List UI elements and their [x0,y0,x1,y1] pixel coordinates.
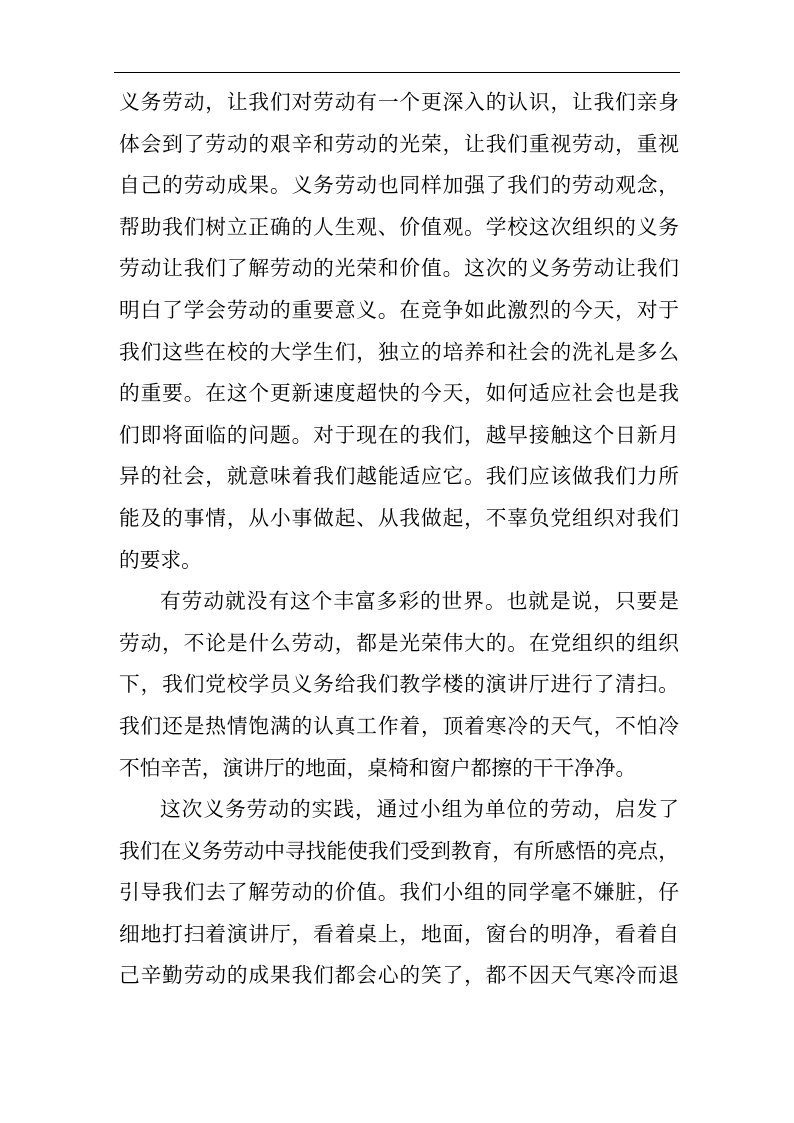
text-line: 义务劳动，让我们对劳动有一个更深入的认识，让我们亲身 [119,90,679,114]
text-line: 帮助我们树立正确的人生观、价值观。学校这次组织的义务 [119,214,679,239]
text-line: 细地打扫着演讲厅，看着桌上，地面，窗台的明净，看着自 [119,921,679,946]
text-line: 我们还是热情饱满的认真工作着，顶着寒冷的天气，不怕冷 [119,713,679,738]
text-line: 我们这些在校的大学生们，独立的培养和社会的洗礼是多么 [119,339,679,364]
text-line: 异的社会，就意味着我们越能适应它。我们应该做我们力所 [119,464,679,489]
text-line: 自己的劳动成果。义务劳动也同样加强了我们的劳动观念， [119,173,679,198]
text-line: 有劳动就没有这个丰富多彩的世界。也就是说，只要是 [160,589,679,614]
text-line: 明白了学会劳动的重要意义。在竞争如此激烈的今天，对于 [119,297,679,322]
text-line: 能及的事情，从小事做起、从我做起，不辜负党组织对我们 [119,505,679,530]
text-line: 下，我们党校学员义务给我们教学楼的演讲厅进行了清扫。 [119,672,679,697]
header-rule [114,72,680,73]
paragraph-2 [119,581,679,789]
text-line: 我们在义务劳动中寻找能使我们受到教育，有所感悟的亮点， [119,838,679,863]
paragraph-1 [119,82,679,581]
paragraph-3 [119,789,679,997]
body-text [119,82,679,997]
text-line: 们即将面临的问题。对于现在的我们，越早接触这个日新月 [119,422,679,447]
text-line: 劳动让我们了解劳动的光荣和价值。这次的义务劳动让我们 [119,256,679,281]
text-line: 体会到了劳动的艰辛和劳动的光荣，让我们重视劳动，重视 [119,131,679,156]
text-line: 的重要。在这个更新速度超快的今天，如何适应社会也是我 [119,381,679,406]
text-line: 引导我们去了解劳动的价值。我们小组的同学毫不嫌脏，仔 [119,880,679,905]
text-line: 这次义务劳动的实践，通过小组为单位的劳动，启发了 [160,797,679,822]
text-line: 己辛勤劳动的成果我们都会心的笑了，都不因天气寒冷而退 [119,963,679,988]
text-line: 的要求。 [119,547,202,572]
text-line: 劳动，不论是什么劳动，都是光荣伟大的。在党组织的组织 [119,630,679,655]
text-line: 不怕辛苦，演讲厅的地面，桌椅和窗户都擦的干干净净。 [119,755,637,780]
